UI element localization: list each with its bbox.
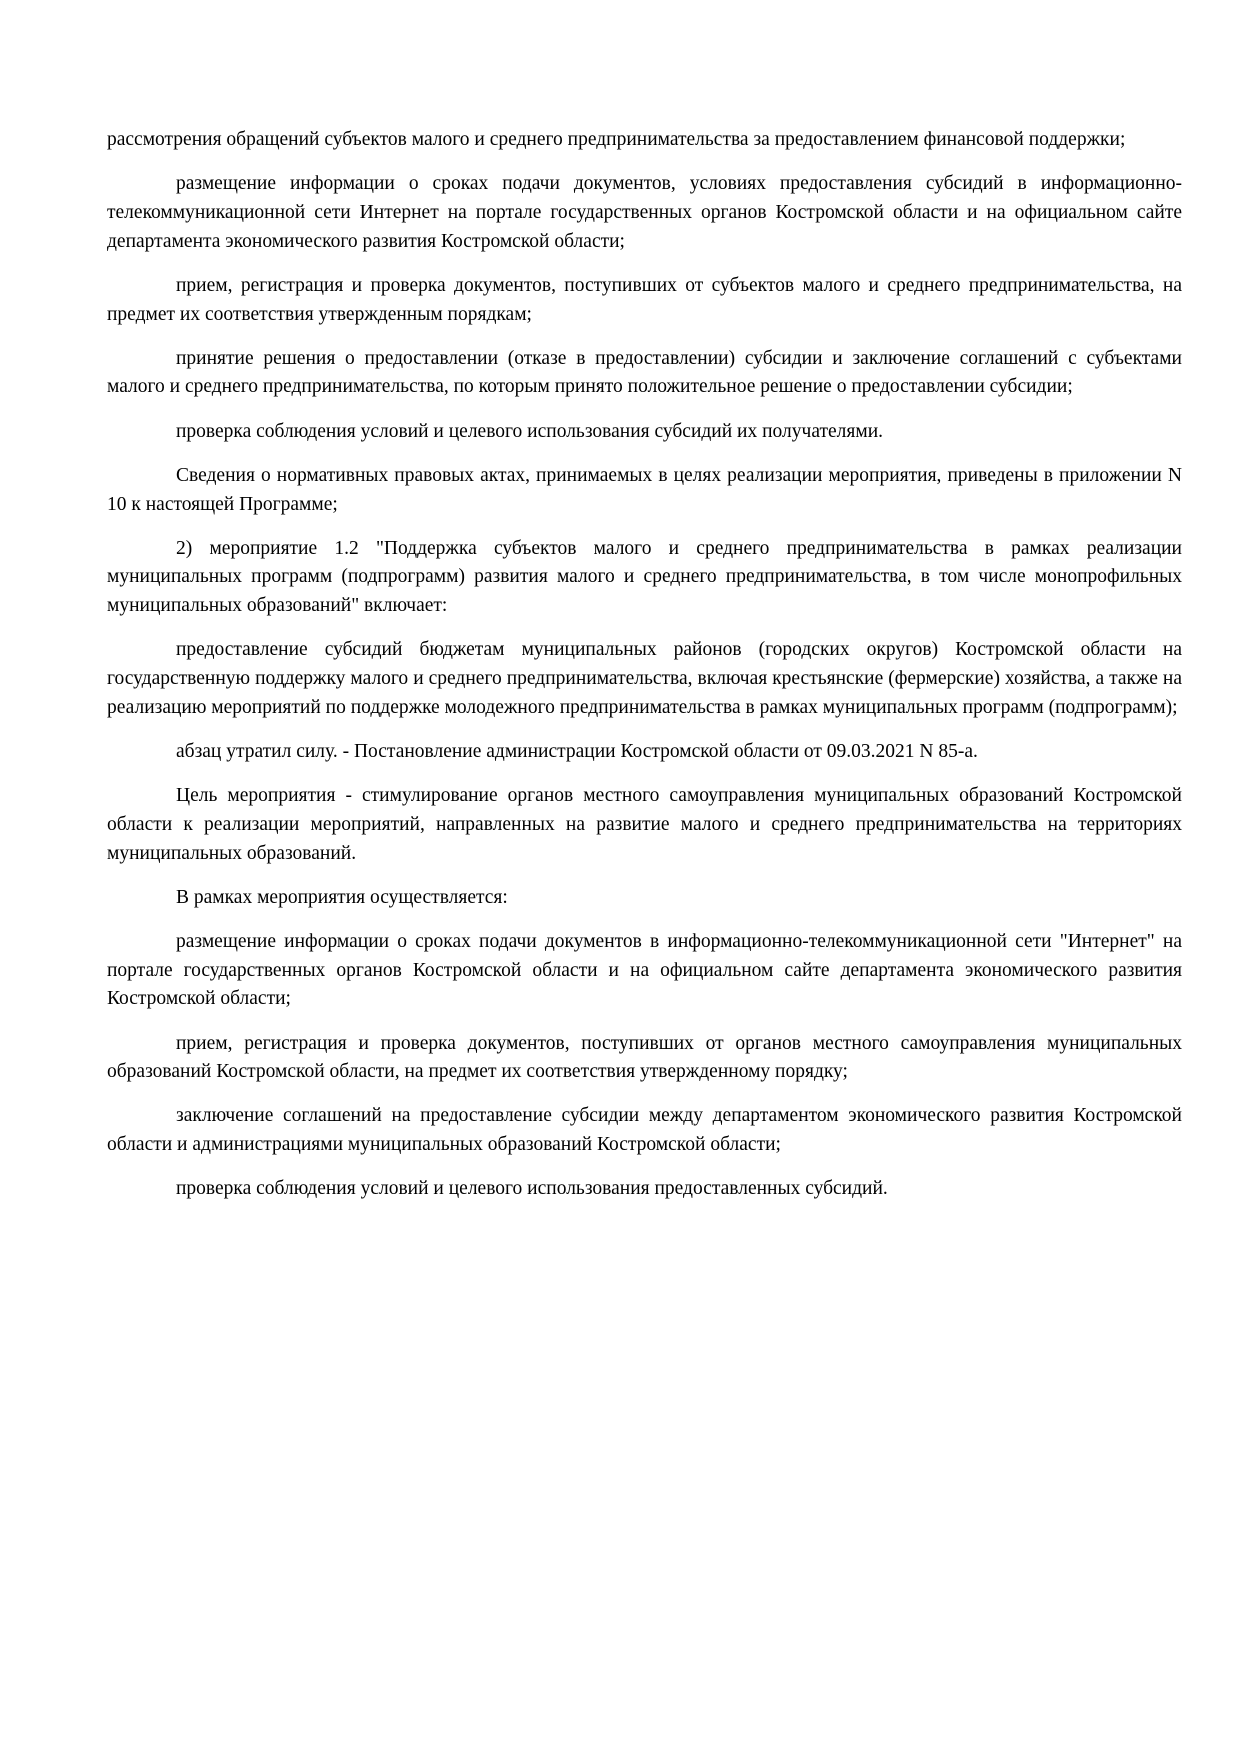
paragraph: В рамках мероприятия осуществляется: bbox=[176, 886, 508, 908]
paragraph: рассмотрения обращений субъектов малого и среднего предпринимательства за предоставлением финансовой поддержки; bbox=[107, 129, 1126, 150]
paragraph: 2) мероприятие 1.2 "Поддержка субъектов малого и среднего предпринимательства в рамках реализации муниципальных программ (подпрограмм) развития малого и среднего предпринимательства, в том числе монопрофильных муниципальных образований" включает: bbox=[107, 537, 1182, 617]
paragraph: принятие решения о предоставлении (отказе в предоставлении) субсидии и заключение соглашений с субъектами малого и среднего предпринимательства, по которым принято положительное решение о предоставлении субсидии; bbox=[107, 347, 1182, 398]
paragraph: проверка соблюдения условий и целевого использования предоставленных субсидий. bbox=[176, 1178, 888, 1200]
paragraph: размещение информации о сроках подачи документов, условиях предоставления субсидий в информационно-телекоммуникационной сети Интернет на портале государственных органов Костромской области и на официальном сайте департамента экономического развития Костромской области; bbox=[107, 173, 1182, 252]
document-body bbox=[107, 126, 1182, 1204]
paragraph: предоставление субсидий бюджетам муниципальных районов (городских округов) Костромской области на государственную поддержку малого и среднего предпринимательства, включая крестьянские (фермерские) хозяйства, а также на реализацию мероприятий по поддержке молодежного предпринимательства в рамках муниципальных программ (подпрограмм); bbox=[107, 639, 1182, 718]
paragraph: Сведения о нормативных правовых актах, принимаемых в целях реализации мероприятия, приведены в приложении N 10 к настоящей Программе; bbox=[107, 464, 1182, 515]
paragraph: абзац утратил силу. - Постановление администрации Костромской области от 09.03.2021 N 85-а. bbox=[176, 740, 978, 762]
paragraph: прием, регистрация и проверка документов, поступивших от субъектов малого и среднего предпринимательства, на предмет их соответствия утвержденным порядкам; bbox=[107, 274, 1182, 325]
paragraph: проверка соблюдения условий и целевого использования субсидий их получателями. bbox=[176, 420, 883, 442]
paragraph: Цель мероприятия - стимулирование органов местного самоуправления муниципальных образований Костромской области к реализации мероприятий, направленных на развитие малого и среднего предпринимательства на территориях муниципальных образований. bbox=[107, 785, 1182, 864]
paragraph: размещение информации о сроках подачи документов в информационно-телекоммуникационной сети "Интернет" на портале государственных органов Костромской области и на официальном сайте департамента экономического развития Костромской области; bbox=[107, 930, 1182, 1010]
paragraph: заключение соглашений на предоставление субсидии между департаментом экономического развития Костромской области и администрациями муниципальных образований Костромской области; bbox=[107, 1105, 1182, 1156]
paragraph: прием, регистрация и проверка документов, поступивших от органов местного самоуправления муниципальных образований Костромской области, на предмет их соответствия утвержденному порядку; bbox=[107, 1032, 1182, 1083]
